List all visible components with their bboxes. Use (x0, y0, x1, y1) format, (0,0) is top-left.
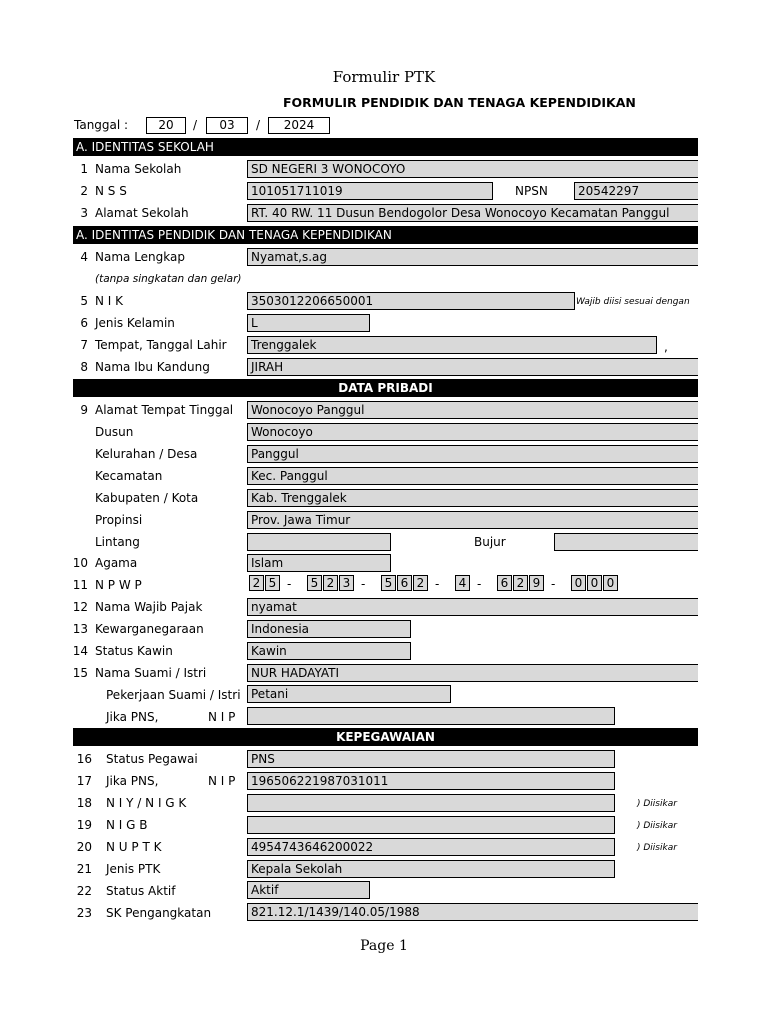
label-nip: N I P (208, 710, 236, 724)
label-niy-nigk: N I Y / N I G K (106, 796, 187, 810)
sk-pengangkatan-field[interactable]: 821.12.1/1439/140.05/1988 (247, 903, 698, 921)
label-npwp: N P W P (95, 578, 142, 592)
tanggal-month[interactable]: 03 (206, 117, 248, 134)
suami-istri-field[interactable]: NUR HADAYATI (247, 664, 698, 682)
npwp-digit[interactable]: 4 (455, 575, 470, 591)
row-number: 7 (80, 338, 88, 352)
label-alamat-sekolah: Alamat Sekolah (95, 206, 189, 220)
label-ibu-kandung: Nama Ibu Kandung (95, 360, 210, 374)
label-jika-pns: Jika PNS, (106, 774, 159, 788)
nip-field[interactable]: 196506221987031011 (247, 772, 615, 790)
row-number: 11 (72, 578, 88, 592)
row-number: 18 (76, 796, 92, 810)
label-sk-pengangkatan: SK Pengangkatan (106, 906, 212, 920)
section-label: A. IDENTITAS PENDIDIK DAN TENAGA KEPENDIDIKAN (76, 228, 392, 242)
dusun-field[interactable]: Wonocoyo (247, 423, 698, 441)
npwp-dash: - (477, 577, 482, 591)
label-bujur: Bujur (474, 535, 506, 549)
npwp-digit[interactable]: 5 (381, 575, 396, 591)
nip-suami-field[interactable] (247, 707, 615, 725)
npwp-digit[interactable]: 9 (529, 575, 544, 591)
propinsi-field[interactable]: Prov. Jawa Timur (247, 511, 698, 529)
note-wajib-diisi: Wajib diisi sesuai dengan (576, 297, 690, 307)
label-kecamatan: Kecamatan (95, 469, 163, 483)
label-suami-istri: Nama Suami / Istri (95, 666, 207, 680)
row-number: 20 (76, 840, 92, 854)
nuptk-field[interactable]: 4954743646200022 (247, 838, 615, 856)
status-aktif-field[interactable]: Aktif (247, 881, 370, 899)
nama-lengkap-field[interactable]: Nyamat,s.ag (247, 248, 698, 266)
form-title: FORMULIR PENDIDIK DAN TENAGA KEPENDIDIKAN (283, 95, 636, 110)
npwp-digit[interactable]: 2 (249, 575, 264, 591)
npwp-digit[interactable]: 2 (413, 575, 428, 591)
kewarganegaraan-field[interactable]: Indonesia (247, 620, 411, 638)
alamat-sekolah-field[interactable]: RT. 40 RW. 11 Dusun Bendogolor Desa Wonocoyo Kecamatan Panggul (247, 204, 698, 222)
jenis-kelamin-field[interactable]: L (247, 314, 370, 332)
tanggal-day[interactable]: 20 (146, 117, 186, 134)
status-kawin-field[interactable]: Kawin (247, 642, 411, 660)
label-status-aktif: Status Aktif (106, 884, 176, 898)
row-number: 12 (72, 600, 88, 614)
row-number: 15 (72, 666, 88, 680)
status-pegawai-field[interactable]: PNS (247, 750, 615, 768)
section-identitas-ptk (73, 226, 698, 244)
alamat-tinggal-field[interactable]: Wonocoyo Panggul (247, 401, 698, 419)
section-label: A. IDENTITAS SEKOLAH (76, 140, 214, 154)
hint-tanpa-singkatan: (tanpa singkatan dan gelar) (95, 273, 242, 285)
note-diisikan: ) Diisikar (637, 799, 677, 809)
label-pekerjaan: Pekerjaan Suami / Istri (106, 688, 241, 702)
npwp-digit[interactable]: 6 (497, 575, 512, 591)
npwp-dash: - (551, 577, 556, 591)
section-identitas-sekolah (73, 138, 698, 156)
row-number: 2 (80, 184, 88, 198)
row-number: 9 (80, 403, 88, 417)
npwp-dash: - (361, 577, 366, 591)
label-dusun: Dusun (95, 425, 134, 439)
label-nuptk: N U P T K (106, 840, 162, 854)
npwp-digit[interactable]: 0 (603, 575, 618, 591)
row-number: 21 (76, 862, 92, 876)
nik-field[interactable]: 3503012206650001 (247, 292, 575, 310)
wajib-pajak-field[interactable]: nyamat (247, 598, 698, 616)
tanggal-sep: / (193, 118, 198, 132)
doc-title: Formulir PTK (332, 68, 436, 86)
label-jenis-kelamin: Jenis Kelamin (95, 316, 175, 330)
label-nip: N I P (208, 774, 236, 788)
label-nama-sekolah: Nama Sekolah (95, 162, 182, 176)
row-number: 22 (76, 884, 92, 898)
label-desa: Kelurahan / Desa (95, 447, 198, 461)
agama-field[interactable]: Islam (247, 554, 391, 572)
npwp-digit[interactable]: 6 (397, 575, 412, 591)
label-alamat-tinggal: Alamat Tempat Tinggal (95, 403, 234, 417)
section-data-pribadi: DATA PRIBADI (73, 379, 698, 397)
label-npsn: NPSN (515, 184, 548, 198)
label-ttl: Tempat, Tanggal Lahir (95, 338, 227, 352)
row-number: 5 (80, 294, 88, 308)
row-number: 14 (72, 644, 88, 658)
tanggal-year[interactable]: 2024 (268, 117, 330, 134)
row-number: 4 (80, 250, 88, 264)
npwp-dash: - (287, 577, 292, 591)
niy-nigk-field[interactable] (247, 794, 615, 812)
label-nik: N I K (95, 294, 124, 308)
label-status-pegawai: Status Pegawai (106, 752, 198, 766)
row-number: 23 (76, 906, 92, 920)
nama-sekolah-field[interactable]: SD NEGERI 3 WONOCOYO (247, 160, 698, 178)
row-number: 16 (76, 752, 92, 766)
lintang-field[interactable] (247, 533, 391, 551)
label-jenis-ptk: Jenis PTK (106, 862, 161, 876)
label-kewarganegaraan: Kewarganegaraan (95, 622, 204, 636)
row-number: 6 (80, 316, 88, 330)
npwp-dash: - (435, 577, 440, 591)
npwp-digit[interactable]: 3 (339, 575, 354, 591)
label-wajib-pajak: Nama Wajib Pajak (95, 600, 203, 614)
label-nigb: N I G B (106, 818, 148, 832)
npwp-digit[interactable]: 5 (265, 575, 280, 591)
page-number: Page 1 (360, 938, 408, 954)
jenis-ptk-field[interactable]: Kepala Sekolah (247, 860, 615, 878)
nss-field[interactable]: 101051711019 (247, 182, 493, 200)
row-number: 19 (76, 818, 92, 832)
label-lintang: Lintang (95, 535, 140, 549)
label-nss: N S S (95, 184, 127, 198)
bujur-field[interactable] (554, 533, 698, 551)
row-number: 13 (72, 622, 88, 636)
nigb-field[interactable] (247, 816, 615, 834)
row-number: 3 (80, 206, 88, 220)
row-number: 17 (76, 774, 92, 788)
label-status-kawin: Status Kawin (95, 644, 173, 658)
desa-field[interactable]: Panggul (247, 445, 698, 463)
npwp-digit[interactable]: 0 (587, 575, 602, 591)
label-jika-pns: Jika PNS, (106, 710, 159, 724)
npwp-digit[interactable]: 2 (513, 575, 528, 591)
tanggal-label: Tanggal : (74, 118, 129, 132)
kecamatan-field[interactable]: Kec. Panggul (247, 467, 698, 485)
row-number: 8 (80, 360, 88, 374)
row-number: 1 (80, 162, 88, 176)
npsn-field[interactable]: 20542297 (574, 182, 698, 200)
npwp-digit[interactable]: 2 (323, 575, 338, 591)
row-number: 10 (72, 556, 88, 570)
tanggal-sep: / (256, 118, 261, 132)
note-diisikan: ) Diisikar (637, 843, 677, 853)
label-kabupaten: Kabupaten / Kota (95, 491, 199, 505)
kabupaten-field[interactable]: Kab. Trenggalek (247, 489, 698, 507)
note-diisikan: ) Diisikar (637, 821, 677, 831)
label-nama-lengkap: Nama Lengkap (95, 250, 185, 264)
ttl-comma: , (664, 340, 668, 354)
tempat-lahir-field[interactable]: Trenggalek (247, 336, 657, 354)
label-agama: Agama (95, 556, 138, 570)
ibu-kandung-field[interactable]: JIRAH (247, 358, 698, 376)
label-propinsi: Propinsi (95, 513, 143, 527)
section-kepegawaian: KEPEGAWAIAN (73, 728, 698, 746)
npwp-digit[interactable]: 0 (571, 575, 586, 591)
pekerjaan-field[interactable]: Petani (247, 685, 451, 703)
npwp-digit[interactable]: 5 (307, 575, 322, 591)
